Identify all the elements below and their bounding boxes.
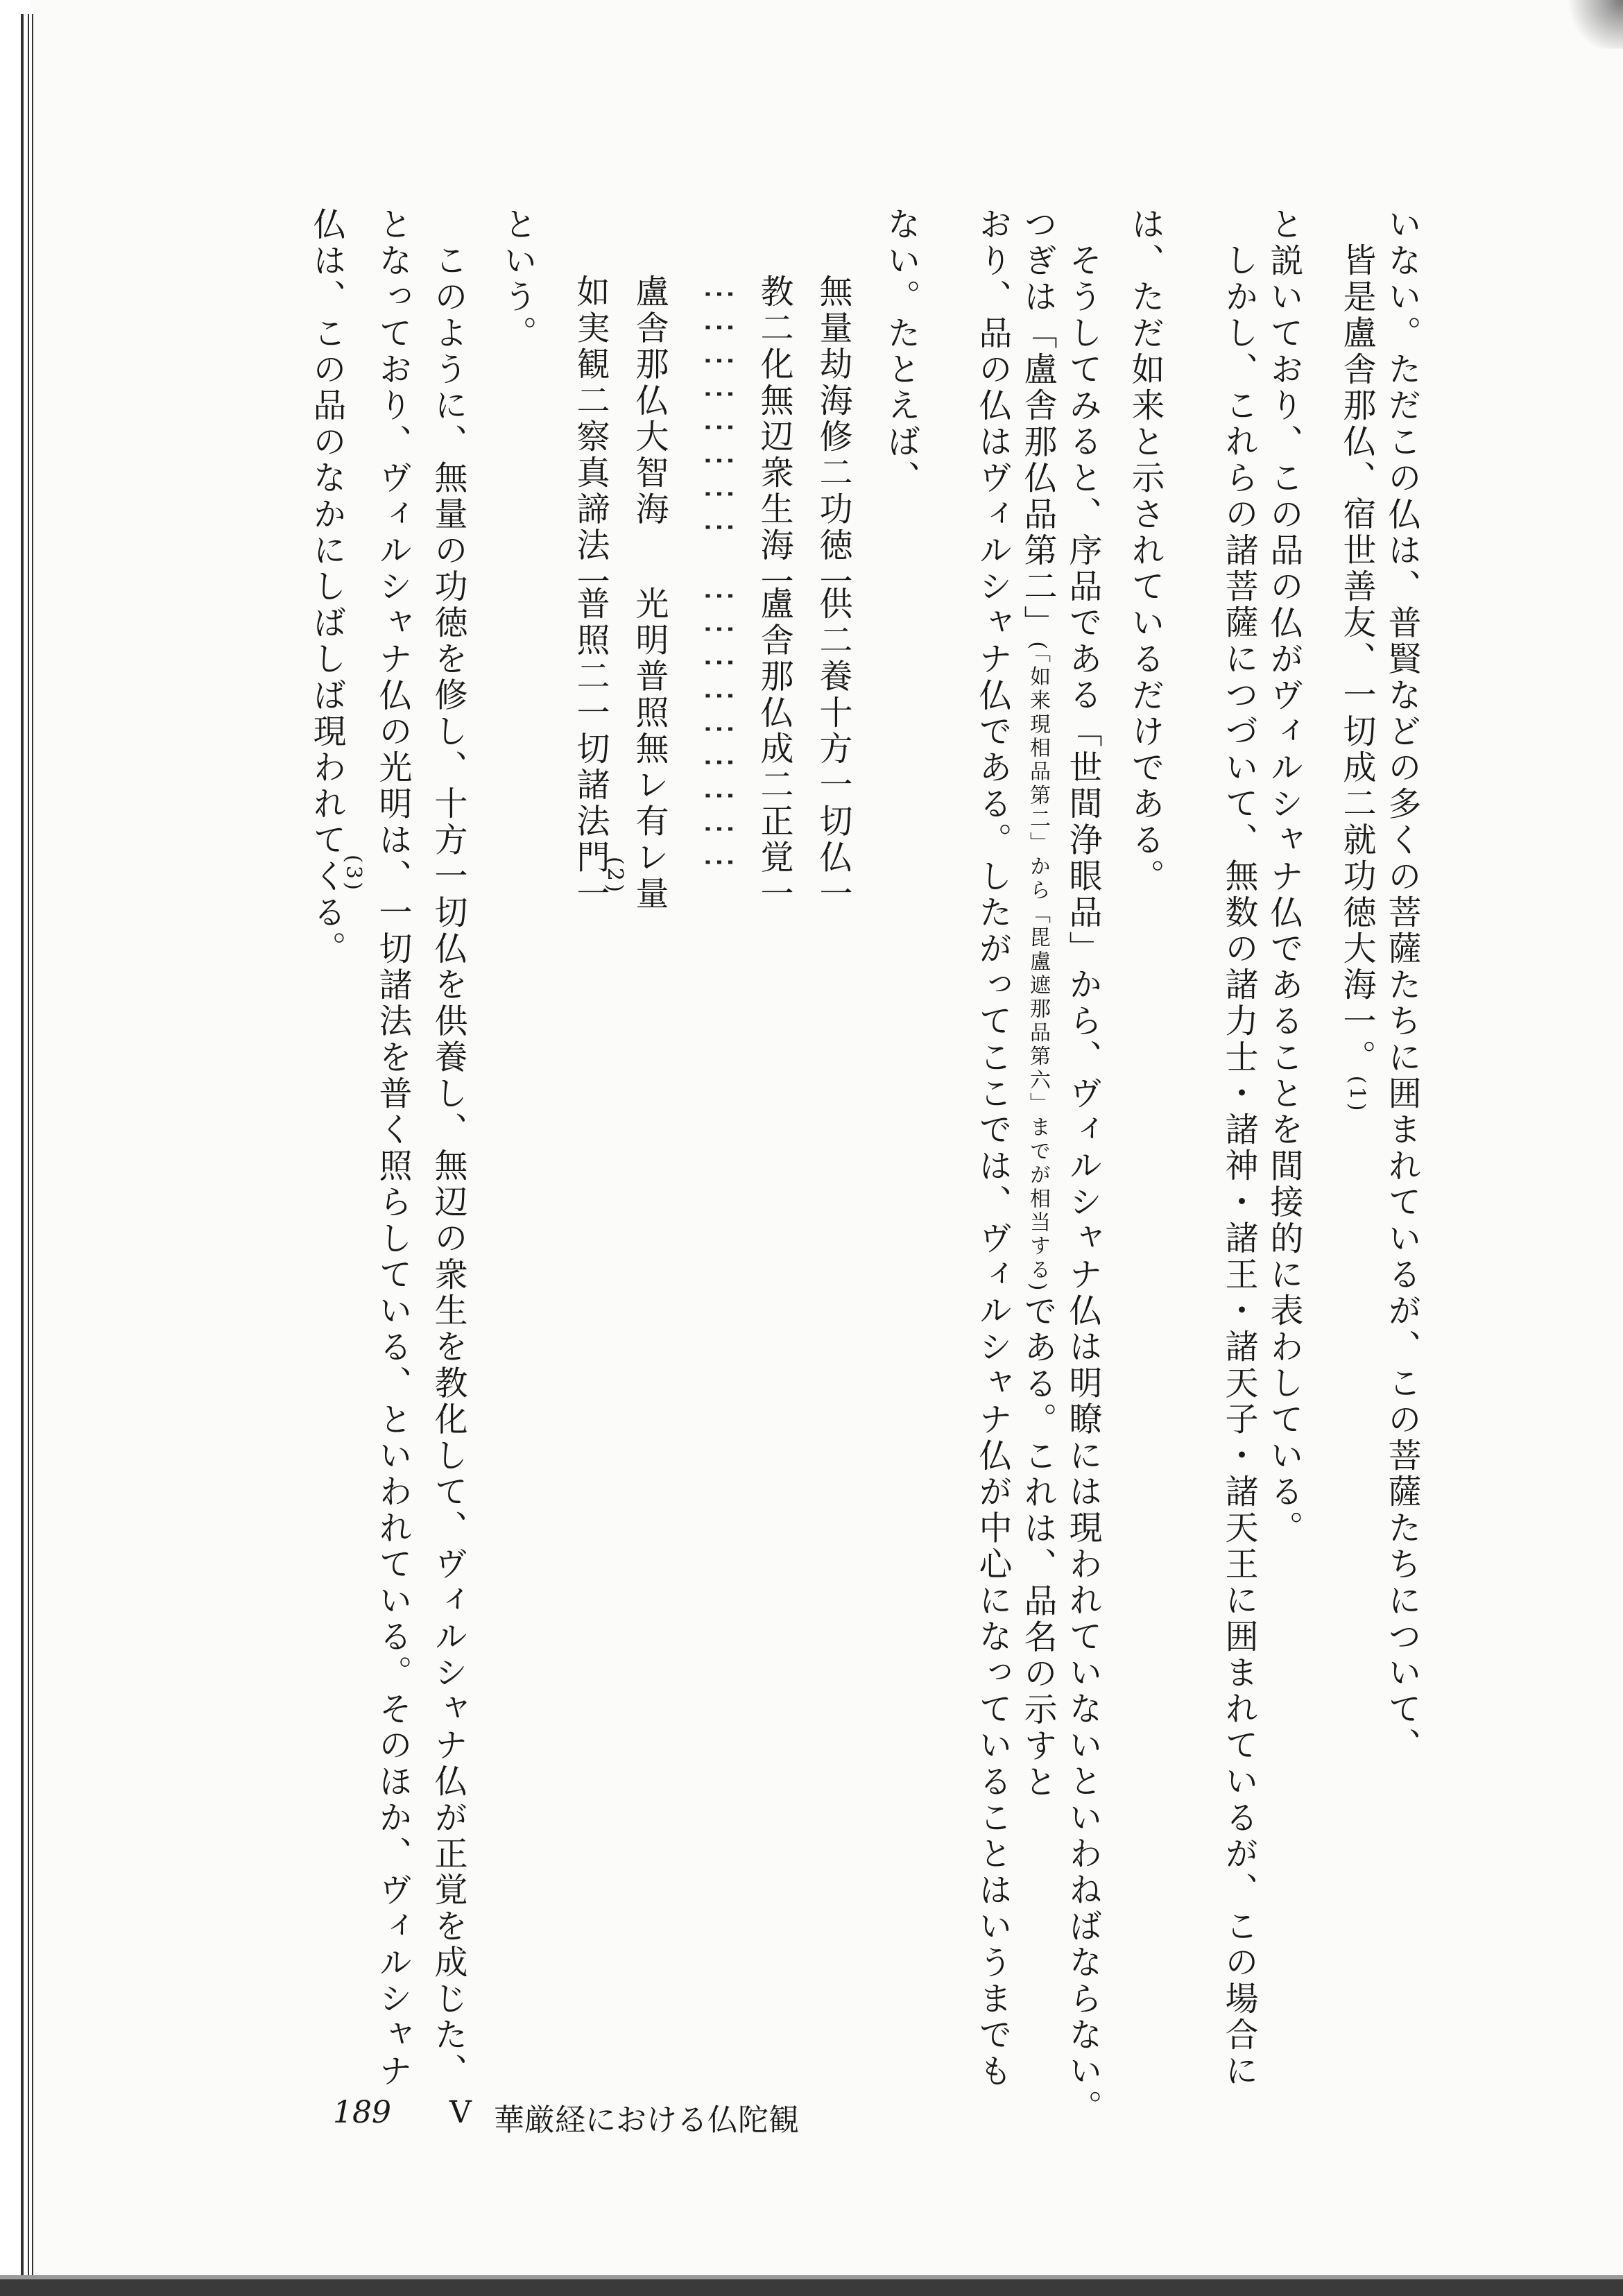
dotted-separator: ⋮⋮⋮⋮⋮⋮⋮⋮⋮ bbox=[701, 579, 739, 879]
binding-rule bbox=[32, 14, 33, 2282]
text-line: となっており、ヴィルシャナ仏の光明は、一切諸法を普く照らしている、といわれている。そのほか、ヴィルシャナ bbox=[373, 207, 412, 2090]
text-line: は、ただ如来と示されているだけである。 bbox=[1126, 207, 1165, 895]
page-binding-margin bbox=[0, 0, 31, 2296]
footnote-marker: (3) bbox=[341, 855, 366, 893]
quote-line bbox=[1335, 243, 1378, 1114]
text-line: 仏は、この品のなかにしばしば現われてくる。 bbox=[307, 207, 346, 968]
verse-line: 教二化無辺衆生海一 bbox=[755, 274, 793, 600]
verse-text: 普照二一切諸法門一 bbox=[571, 586, 610, 912]
text-line: おり、品の仏はヴィルシャナ仏である。したがってここでは、ヴィルシャナ仏が中心になっていることはいうまでも bbox=[973, 207, 1012, 2090]
text-segment: つぎは「盧舎那仏品第二」 bbox=[1018, 207, 1057, 642]
dotted-separator: ⋮⋮⋮⋮⋮⋮⋮⋮ bbox=[701, 277, 739, 544]
quote-text: 皆是盧舎那仏、宿世善友、一切成二就功徳大海一。 bbox=[1337, 243, 1376, 1076]
binding-rule bbox=[21, 14, 24, 2282]
parenthetical-note: (「如来現相品第二」から「毘盧遮那品第六」までが相当する) bbox=[1026, 641, 1050, 1294]
verse-line: 如実観二察真諦法一 bbox=[571, 274, 610, 600]
verse-line: 供二養十方一切仏一 bbox=[814, 586, 852, 912]
running-title: 華厳経における仏陀観 bbox=[494, 2102, 799, 2138]
binding-rule bbox=[28, 14, 29, 2282]
text-line: いない。ただこの仏は、普賢などの多くの菩薩たちに囲まれているが、この菩薩たちについて、 bbox=[1382, 207, 1421, 1764]
verse-line: 光明普照無レ有レ量 bbox=[630, 586, 669, 912]
text-line: しかし、これらの諸菩薩につづいて、無数の諸力士・諸神・諸王・諸天子・諸天王に囲まれているが、この場合に bbox=[1219, 243, 1258, 2090]
scan-bottom-edge bbox=[0, 2279, 1623, 2296]
verse-line: 盧舎那仏成二正覚一 bbox=[755, 586, 793, 912]
footnote-marker: (1) bbox=[1345, 1075, 1369, 1114]
verse-line: 盧舎那仏大智海 bbox=[630, 274, 669, 528]
text-line: という。 bbox=[498, 207, 537, 352]
chapter-number: V bbox=[449, 2095, 472, 2130]
verse-line: 無量劫海修二功徳一 bbox=[814, 274, 852, 600]
text-line: そうしてみると、序品である「世間浄眼品」から、ヴィルシャナ仏は明瞭には現われていないといわねばならない。 bbox=[1063, 243, 1102, 2126]
text-line: ない。たとえば、 bbox=[882, 207, 920, 497]
text-line: と説いており、この品の仏がヴィルシャナ仏であることを間接的に表わしている。 bbox=[1264, 207, 1303, 1547]
text-segment: である。これは、品名の示すと bbox=[1018, 1293, 1057, 1801]
text-line bbox=[1016, 207, 1059, 1800]
footnote-marker: (2) bbox=[603, 857, 627, 896]
text-line: このように、無量の功徳を修し、十方一切仏を供養し、無辺の衆生を教化して、ヴィルシャナ仏が正覚を成じた、 bbox=[429, 243, 467, 2090]
scan-corner-shadow bbox=[1561, 0, 1623, 49]
page-number: 189 bbox=[333, 2095, 391, 2130]
